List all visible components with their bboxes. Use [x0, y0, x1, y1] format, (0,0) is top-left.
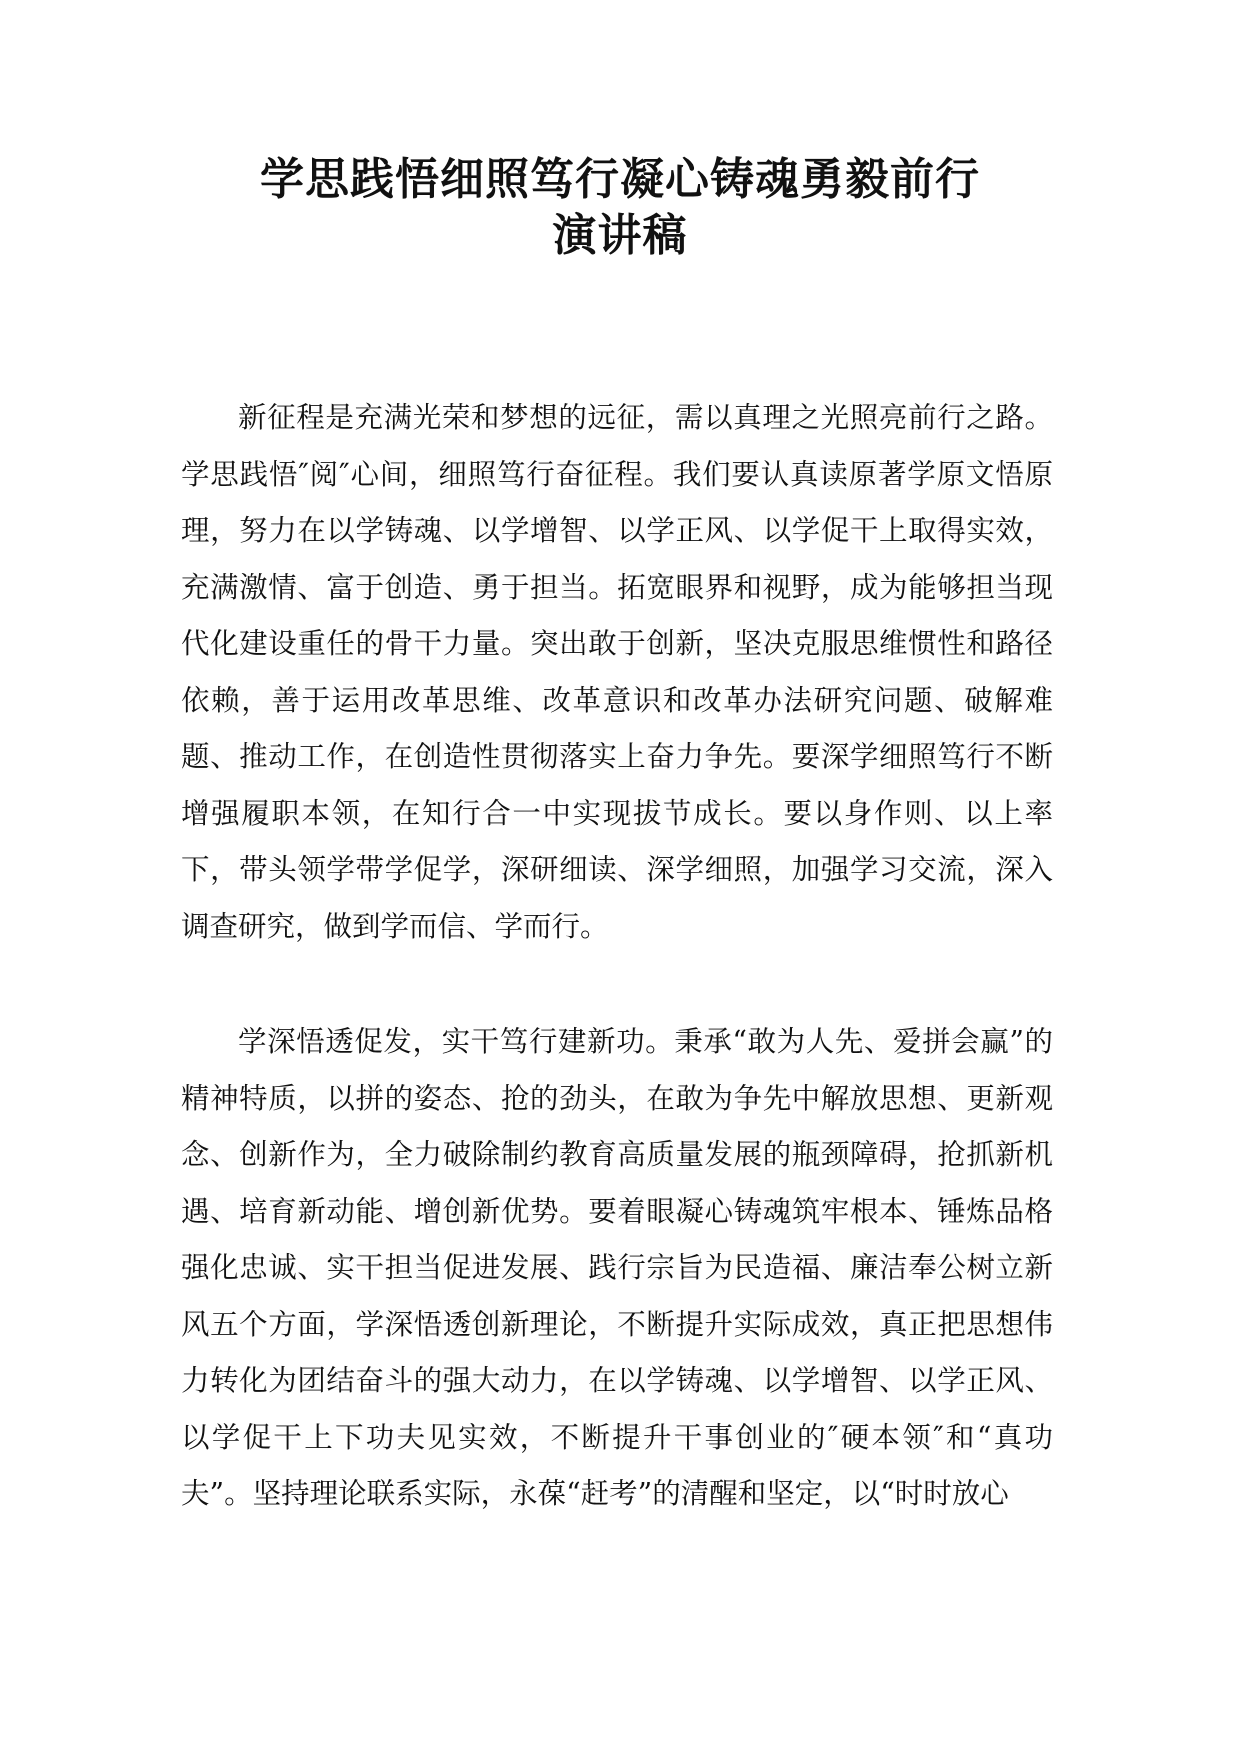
title-line-main: 学思践悟细照笃行凝心铸魂勇毅前行 [260, 154, 980, 205]
body-paragraph-1: 新征程是充满光荣和梦想的远征，需以真理之光照亮前行之路。学思践悟″阅″心间，细照笃行奋征程。我们要认真读原著学原文悟原理，努力在以学铸魂、以学增智、以学正风、以学促干上取得实效，充满激情、富于创造、勇于担当。拓宽眼界和视野，成为能够担当现代化建设重任的骨干力量。突出敢于创新，坚决克服思维惯性和路径依赖，善于运用改革思维、改革意识和改革办法研究问题、破解难题、推动工作，在创造性贯彻落实上奋力争先。要深学细照笃行不断增强履职本领，在知行合一中实现拔节成长。要以身作则、以上率下，带头领学带学促学，深研细读、深学细照，加强学习交流，深入调查研究，做到学而信、学而行。 [181, 401, 1053, 943]
body-paragraph-2: 学深悟透促发，实干笃行建新功。秉承“敢为人先、爱拼会赢”的精神特质，以拼的姿态、抢的劲头，在敢为争先中解放思想、更新观念、创新作为，全力破除制约教育高质量发展的瓶颈障碍，抢抓新机遇、培育新动能、增创新优势。要着眼凝心铸魂筑牢根本、锤炼品格强化忠诚、实干担当促进发展、践行宗旨为民造福、廉洁奉公树立新风五个方面，学深悟透创新理论，不断提升实际成效，真正把思想伟力转化为团结奋斗的强大动力，在以学铸魂、以学增智、以学正风、以学促干上下功夫见实效，不断提升干事创业的″硬本领″和“真功夫”。坚持理论联系实际，永葆“赶考”的清醒和坚定，以“时时放心 [181, 1025, 1053, 1510]
document-title [0, 152, 1240, 264]
title-line-sub: 演讲稿 [552, 210, 688, 261]
